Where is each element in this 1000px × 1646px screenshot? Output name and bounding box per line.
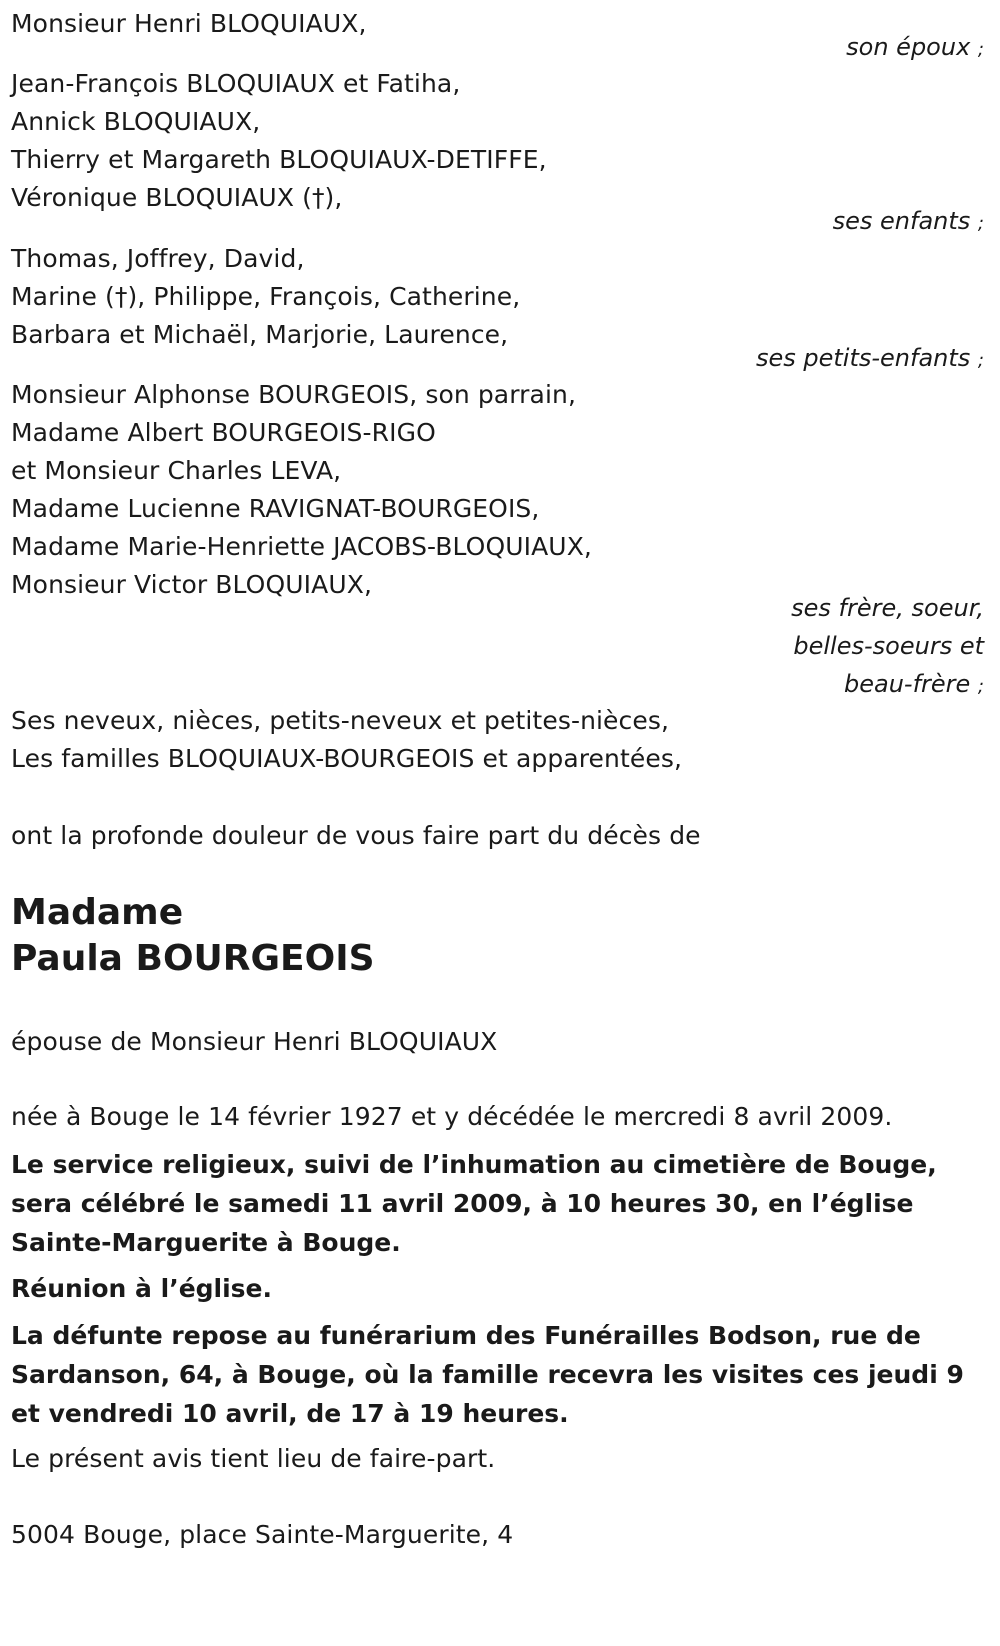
grandchild-line: Barbara et Michaël, Marjorie, Laurence, [11, 320, 509, 349]
semicolon: ; [977, 350, 984, 371]
announcement-line: ont la profonde douleur de vous faire part du décès de [11, 821, 701, 850]
sibling-line: Madame Albert BOURGEOIS-RIGO [11, 418, 436, 447]
children-label-text: ses enfants [832, 207, 971, 235]
birth-death-line: née à Bouge le 14 février 1927 et y décédée le mercredi 8 avril 2009. [11, 1102, 893, 1131]
spouse-line: Monsieur Henri BLOQUIAUX, [11, 9, 367, 38]
sibling-line: Monsieur Alphonse BOURGEOIS, son parrain, [11, 380, 577, 409]
siblings-label [844, 665, 984, 706]
grandchildren-label-text: ses petits-enfants [755, 344, 971, 372]
others-line: Ses neveux, nièces, petits-neveux et petites-nièces, [11, 706, 670, 735]
reunion-line: Réunion à l’église. [11, 1274, 273, 1303]
address-line: 5004 Bouge, place Sainte-Marguerite, 4 [11, 1520, 514, 1549]
deceased-title: Madame [11, 892, 184, 933]
repose-paragraph: La défunte repose au funérarium des Funérailles Bodson, rue de Sardanson, 64, à Bouge, où la famille recevra les visites ces jeudi 9 et vendredi 10 avril, de 17 à 19 heures. [11, 1321, 964, 1428]
sibling-line: Madame Marie-Henriette JACOBS-BLOQUIAUX, [11, 532, 592, 561]
child-line: Véronique BLOQUIAUX (†), [11, 183, 343, 212]
siblings-label-line: beau-frère [843, 670, 971, 698]
sibling-line: Monsieur Victor BLOQUIAUX, [11, 570, 372, 599]
others-line: Les familles BLOQUIAUX-BOURGEOIS et apparentées, [11, 744, 683, 773]
deceased-name: Paula BOURGEOIS [11, 938, 375, 979]
service-paragraph: Le service religieux, suivi de l’inhumation au cimetière de Bouge, sera célébré le samedi 11 avril 2009, à 10 heures 30, en l’église Sainte-Marguerite à Bouge. [11, 1150, 937, 1257]
grandchild-line: Thomas, Joffrey, David, [11, 244, 305, 273]
sibling-line: et Monsieur Charles LEVA, [11, 456, 342, 485]
child-line: Thierry et Margareth BLOQUIAUX-DETIFFE, [11, 145, 547, 174]
semicolon: ; [977, 213, 984, 234]
grandchild-line: Marine (†), Philippe, François, Catherine, [11, 282, 521, 311]
siblings-label-line: belles-soeurs et [793, 632, 984, 660]
siblings-label-line: ses frère, soeur, [791, 594, 984, 622]
notice-line: Le présent avis tient lieu de faire-part. [11, 1444, 496, 1473]
child-line: Jean-François BLOQUIAUX et Fatiha, [11, 69, 461, 98]
children-label [833, 202, 984, 243]
semicolon: ; [977, 39, 984, 60]
spouse-label-text: son époux [846, 33, 971, 61]
semicolon: ; [977, 676, 984, 697]
child-line: Annick BLOQUIAUX, [11, 107, 261, 136]
sibling-line: Madame Lucienne RAVIGNAT-BOURGEOIS, [11, 494, 540, 523]
spouse-label [846, 28, 984, 69]
spouse-of-line: épouse de Monsieur Henri BLOQUIAUX [11, 1027, 498, 1056]
grandchildren-label [756, 339, 984, 380]
